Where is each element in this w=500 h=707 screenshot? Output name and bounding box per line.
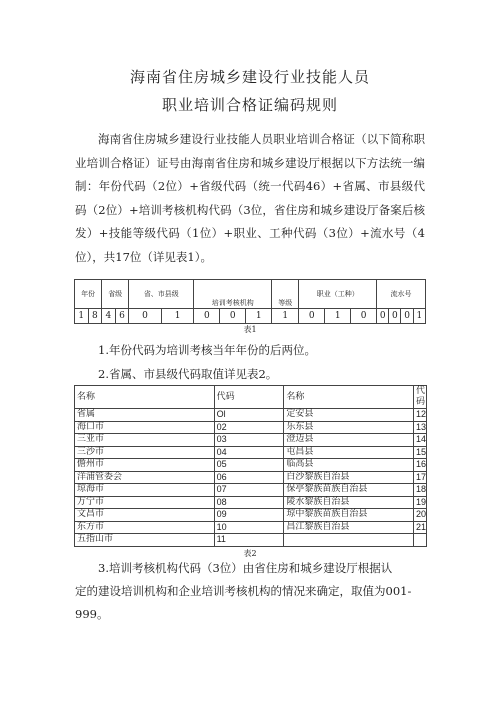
header-serial: 流水号 bbox=[377, 280, 426, 309]
region-name-cell bbox=[284, 534, 414, 547]
doc-title-line1: 海南省住房城乡建设行业技能人员 bbox=[129, 68, 370, 86]
table2-header-code: 代码 bbox=[214, 386, 284, 409]
region-name-cell: 三亚市 bbox=[75, 434, 215, 447]
digit-cell: 0 bbox=[401, 309, 413, 324]
header-year: 年份 bbox=[75, 280, 102, 309]
header-level: 等级 bbox=[272, 280, 299, 309]
digit-cell: 8 bbox=[88, 309, 102, 324]
header-occupation: 职业（工种） bbox=[299, 280, 377, 309]
table-row bbox=[75, 446, 427, 459]
region-code-cell: 11 bbox=[214, 534, 284, 547]
region-code-cell: 18 bbox=[413, 484, 426, 497]
region-code-cell: Ol bbox=[214, 409, 284, 422]
digit-cell: 0 bbox=[377, 309, 389, 324]
region-name-cell: 保亭黎族苗族自治县 bbox=[284, 484, 414, 497]
code-structure-table bbox=[74, 279, 426, 324]
doc-title-line2: 职业培训合格证编码规则 bbox=[161, 96, 338, 114]
region-name-cell: 洋浦管委会 bbox=[75, 471, 215, 484]
region-code-cell: 09 bbox=[214, 509, 284, 522]
rule-3-line1: 3.培训考核机构代码（3位）由省住房和城乡建设厅根据认 bbox=[98, 561, 393, 575]
region-code-cell: 20 bbox=[413, 509, 426, 522]
region-code-cell: 02 bbox=[214, 421, 284, 434]
region-code-cell: 17 bbox=[413, 471, 426, 484]
region-code-cell: 06 bbox=[214, 471, 284, 484]
region-name-cell: 海口市 bbox=[75, 421, 215, 434]
region-code-cell: 04 bbox=[214, 446, 284, 459]
region-code-cell: 10 bbox=[214, 521, 284, 534]
region-name-cell: 五指山市 bbox=[75, 534, 215, 547]
region-name-cell: 琼中黎族苗族自治县 bbox=[284, 509, 414, 522]
table-row bbox=[75, 459, 427, 472]
region-code-cell: 12 bbox=[413, 409, 426, 422]
header-province: 省级 bbox=[102, 280, 129, 309]
region-code-cell: 13 bbox=[413, 421, 426, 434]
table-row bbox=[75, 421, 427, 434]
region-name-cell: 省属 bbox=[75, 409, 215, 422]
table2-header-code: 代码 bbox=[413, 386, 426, 409]
rule-3-line2: 定的建设培训机构和企业培训考核机构的情况来确定，取值为001- bbox=[75, 584, 412, 598]
digit-cell: 4 bbox=[102, 309, 116, 324]
region-name-cell: 东方市 bbox=[75, 521, 215, 534]
rule-1: 1.年份代码为培训考核当年年份的后两位。 bbox=[98, 343, 316, 357]
digit-cell: 1 bbox=[325, 309, 351, 324]
digit-cell: 6 bbox=[115, 309, 129, 324]
region-name-cell: 定安县 bbox=[284, 409, 414, 422]
table2-header-name: 名称 bbox=[75, 386, 215, 409]
region-code-cell: 08 bbox=[214, 496, 284, 509]
region-code-cell: 05 bbox=[214, 459, 284, 472]
region-name-cell: 白沙黎族自治县 bbox=[284, 471, 414, 484]
digit-cell: 1 bbox=[75, 309, 89, 324]
digit-cell: 0 bbox=[129, 309, 162, 324]
table-row bbox=[75, 434, 427, 447]
digit-cell: 0 bbox=[220, 309, 246, 324]
digit-cell: 0 bbox=[389, 309, 401, 324]
digit-cell: 1 bbox=[413, 309, 425, 324]
region-name-cell: 昌江黎族自治县 bbox=[284, 521, 414, 534]
table-row bbox=[75, 471, 427, 484]
region-code-table bbox=[74, 385, 427, 547]
header-institution: 培训考核机构 bbox=[194, 280, 272, 309]
region-code-cell: 15 bbox=[413, 446, 426, 459]
region-code-cell: 14 bbox=[413, 434, 426, 447]
table2-header-name: 名称 bbox=[284, 386, 414, 409]
region-name-cell: 临高县 bbox=[284, 459, 414, 472]
region-code-cell: 21 bbox=[413, 521, 426, 534]
rule-3-line3: 999。 bbox=[75, 607, 109, 621]
region-code-cell bbox=[413, 534, 426, 547]
digit-cell: 0 bbox=[299, 309, 325, 324]
digit-cell: 1 bbox=[246, 309, 272, 324]
table-row bbox=[75, 496, 427, 509]
digit-cell: 0 bbox=[194, 309, 220, 324]
table2-caption: 表2 bbox=[243, 549, 257, 558]
digit-cell: 0 bbox=[351, 309, 377, 324]
region-name-cell: 琼海市 bbox=[75, 484, 215, 497]
region-code-cell: 07 bbox=[214, 484, 284, 497]
table-row bbox=[75, 509, 427, 522]
table-row bbox=[75, 521, 427, 534]
region-name-cell: 澄迈县 bbox=[284, 434, 414, 447]
intro-paragraph: 海南省住房城乡建设行业技能人员职业培训合格证（以下简称职业培训合格证）证号由海南省住房和城乡建设厅根据以下方法统一编制：年份代码（2位）+省级代码（统一代码46）+省属、市县级代码（2位）+培训考核机构代码（3位，省住房和城乡建设厅备案后核发）+技能等级代码（1位）+职业、工种代码（3位）+流水号（4位），共17位（详见表1）。 bbox=[75, 132, 425, 264]
table-row bbox=[75, 409, 427, 422]
region-name-cell: 陵水黎族自治县 bbox=[284, 496, 414, 509]
region-name-cell: 文昌市 bbox=[75, 509, 215, 522]
region-code-cell: 03 bbox=[214, 434, 284, 447]
region-name-cell: 乐东县 bbox=[284, 421, 414, 434]
region-name-cell: 万宁市 bbox=[75, 496, 215, 509]
rule-2: 2.省属、市县级代码取值详见表2。 bbox=[98, 367, 278, 381]
table-row bbox=[75, 484, 427, 497]
region-name-cell: 三沙市 bbox=[75, 446, 215, 459]
digit-cell: 1 bbox=[272, 309, 299, 324]
digit-cell: 1 bbox=[161, 309, 194, 324]
region-code-cell: 19 bbox=[413, 496, 426, 509]
region-name-cell: 儋州市 bbox=[75, 459, 215, 472]
header-city: 省、市县级 bbox=[129, 280, 194, 309]
region-name-cell: 屯昌县 bbox=[284, 446, 414, 459]
region-code-cell: 16 bbox=[413, 459, 426, 472]
table1-caption: 表1 bbox=[243, 325, 257, 334]
table-row bbox=[75, 534, 427, 547]
